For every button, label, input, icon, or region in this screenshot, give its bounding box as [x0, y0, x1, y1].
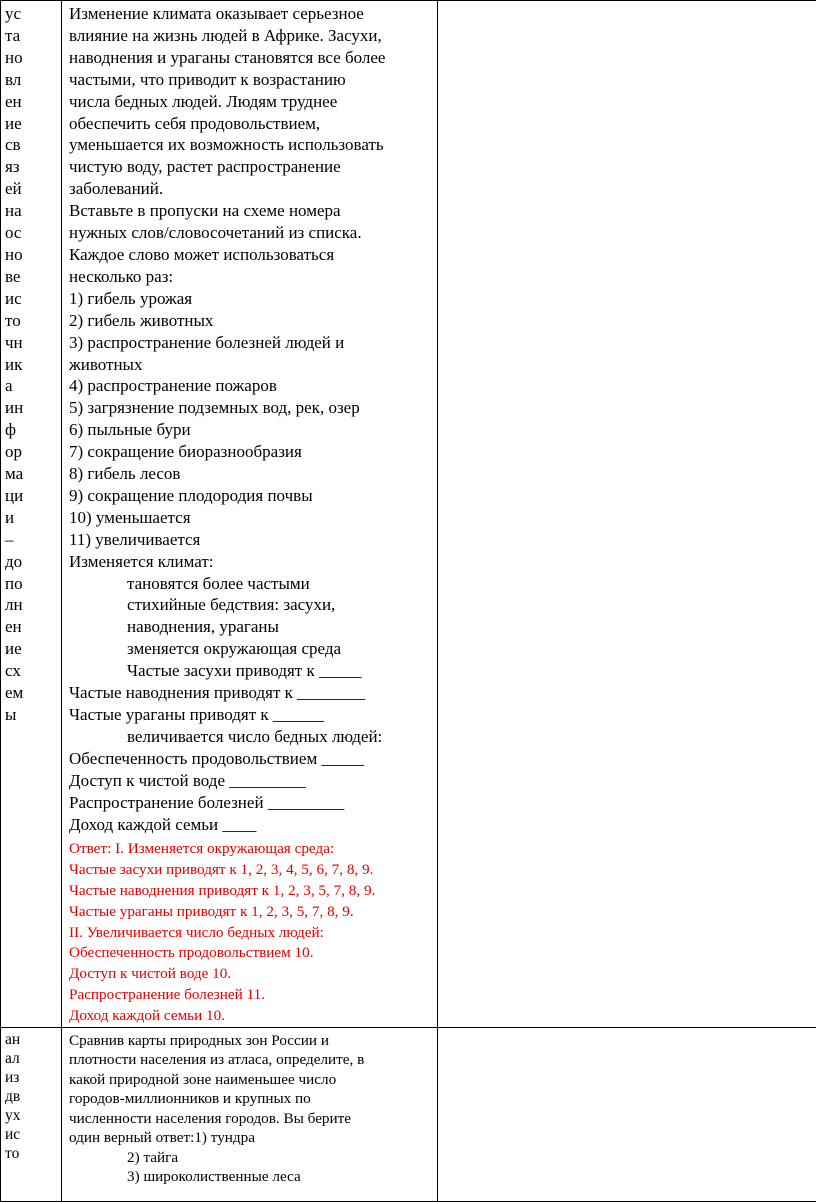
answer-line: Частые засухи приводят к 1, 2, 3, 4, 5, 6, 7, 8, 9.	[69, 860, 431, 881]
skill-fragment: вл	[5, 69, 61, 91]
empty-cell	[438, 1027, 816, 1201]
skill-fragment: –	[5, 529, 61, 551]
scheme-line: стихийные бедствия: засухи,	[69, 594, 431, 616]
skill-fragment: ал	[5, 1049, 61, 1068]
intro-line: наводнения и ураганы становятся все более	[69, 47, 431, 69]
table-row	[1, 1027, 816, 1201]
task-line: городов-миллионников и крупных по	[69, 1089, 431, 1109]
intro-line: заболеваний.	[69, 178, 431, 200]
skill-fragment: ци	[5, 485, 61, 507]
task-line: плотности населения из атласа, определите, в	[69, 1050, 431, 1070]
skill-fragment: но	[5, 244, 61, 266]
climate-scheme	[69, 551, 431, 836]
skill-fragment: ен	[5, 616, 61, 638]
answer-line: Частые наводнения приводят к 1, 2, 3, 5, 7, 8, 9.	[69, 881, 431, 902]
intro-line: чистую воду, растет распространение	[69, 156, 431, 178]
task-line: какой природной зоне наименьшее число	[69, 1070, 431, 1090]
skill-fragment: ие	[5, 113, 61, 135]
skill-fragment: ве	[5, 266, 61, 288]
task-line: 2) тайга	[69, 1148, 431, 1168]
option-item: 3) распространение болезней людей и	[69, 332, 431, 354]
skill-fragment: лн	[5, 594, 61, 616]
task-line: несколько раз:	[69, 266, 431, 288]
answer-line: Частые ураганы приводят к 1, 2, 3, 5, 7, 8, 9.	[69, 902, 431, 923]
answer-line: Доступ к чистой воде 10.	[69, 964, 431, 985]
intro-line: числа бедных людей. Людям труднее	[69, 91, 431, 113]
scheme-line: Доход каждой семьи ____	[69, 814, 431, 836]
skill-fragment: ух	[5, 1106, 61, 1125]
option-item: 7) сокращение биоразнообразия	[69, 441, 431, 463]
task-line: Сравнив карты природных зон России и	[69, 1031, 431, 1051]
task-line: Вставьте в пропуски на схеме номера	[69, 200, 431, 222]
intro-line: частыми, что приводит к возрастанию	[69, 69, 431, 91]
option-item: 8) гибель лесов	[69, 463, 431, 485]
option-item: 4) распространение пожаров	[69, 375, 431, 397]
skill-fragment: яз	[5, 156, 61, 178]
option-item: 11) увеличивается	[69, 529, 431, 551]
scheme-line: Изменяется климат:	[69, 551, 431, 573]
task-line: один верный ответ:1) тундра	[69, 1128, 431, 1148]
skill-fragment: ем	[5, 682, 61, 704]
skill-fragment: ы	[5, 704, 61, 726]
intro-line: обеспечить себя продовольствием,	[69, 113, 431, 135]
answer-line: II. Увеличивается число бедных людей:	[69, 923, 431, 944]
skill-label	[5, 1030, 61, 1163]
scheme-line: Частые ураганы приводят к ______	[69, 704, 431, 726]
options-list	[69, 288, 431, 551]
answer-line: Обеспеченность продовольствием 10.	[69, 943, 431, 964]
skill-fragment: до	[5, 551, 61, 573]
skill-fragment: чн	[5, 332, 61, 354]
scheme-line: наводнения, ураганы	[69, 616, 431, 638]
scheme-line: зменяется окружающая среда	[69, 638, 431, 660]
skill-fragment: ис	[5, 1125, 61, 1144]
skill-fragment: из	[5, 1068, 61, 1087]
scheme-line: величивается число бедных людей:	[69, 726, 431, 748]
scheme-line: Распространение болезней _________	[69, 792, 431, 814]
skill-fragment: св	[5, 134, 61, 156]
table-row	[1, 1, 816, 1028]
option-item: 5) загрязнение подземных вод, рек, озер	[69, 397, 431, 419]
skill-fragment: дв	[5, 1087, 61, 1106]
intro-line: уменьшается их возможность использовать	[69, 134, 431, 156]
skill-fragment: по	[5, 573, 61, 595]
skill-fragment: ор	[5, 441, 61, 463]
task-cell	[62, 1, 438, 1028]
option-item: 6) пыльные бури	[69, 419, 431, 441]
option-item: животных	[69, 354, 431, 376]
intro-text	[69, 3, 431, 200]
scheme-line: Частые наводнения приводят к ________	[69, 682, 431, 704]
skill-fragment: то	[5, 310, 61, 332]
skill-fragment: ан	[5, 1030, 61, 1049]
skill-fragment: ос	[5, 222, 61, 244]
task-cell	[62, 1027, 438, 1201]
skill-label	[5, 3, 61, 726]
scheme-line: Обеспеченность продовольствием _____	[69, 748, 431, 770]
skill-fragment: ей	[5, 178, 61, 200]
skill-cell	[1, 1027, 62, 1201]
skill-fragment: сх	[5, 660, 61, 682]
task-line: численности населения городов. Вы берите	[69, 1109, 431, 1129]
option-item: 1) гибель урожая	[69, 288, 431, 310]
task-instructions	[69, 200, 431, 288]
answer-block	[69, 839, 431, 1026]
skill-fragment: на	[5, 200, 61, 222]
answer-line: Распространение болезней 11.	[69, 985, 431, 1006]
skill-fragment: а	[5, 375, 61, 397]
task-line: 3) широколиственные леса	[69, 1167, 431, 1187]
intro-line: Изменение климата оказывает серьезное	[69, 3, 431, 25]
answer-line: Доход каждой семьи 10.	[69, 1006, 431, 1027]
option-item: 2) гибель животных	[69, 310, 431, 332]
skill-fragment: то	[5, 1144, 61, 1163]
skill-fragment: ик	[5, 354, 61, 376]
answer-line: Ответ: I. Изменяется окружающая среда:	[69, 839, 431, 860]
skill-fragment: та	[5, 25, 61, 47]
intro-line: влияние на жизнь людей в Африке. Засухи,	[69, 25, 431, 47]
scheme-line: тановятся более частыми	[69, 573, 431, 595]
task-text	[69, 1031, 431, 1187]
skill-fragment: ен	[5, 91, 61, 113]
skill-fragment: но	[5, 47, 61, 69]
skill-fragment: ус	[5, 3, 61, 25]
skill-fragment: ис	[5, 288, 61, 310]
scheme-line: Доступ к чистой воде _________	[69, 770, 431, 792]
skill-fragment: ма	[5, 463, 61, 485]
scheme-line: Частые засухи приводят к _____	[69, 660, 431, 682]
option-item: 10) уменьшается	[69, 507, 431, 529]
skill-cell	[1, 1, 62, 1028]
task-line: Каждое слово может использоваться	[69, 244, 431, 266]
option-item: 9) сокращение плодородия почвы	[69, 485, 431, 507]
skill-fragment: ие	[5, 638, 61, 660]
empty-cell	[438, 1, 816, 1028]
skill-fragment: ф	[5, 419, 61, 441]
skill-fragment: ин	[5, 397, 61, 419]
task-line: нужных слов/словосочетаний из списка.	[69, 222, 431, 244]
skill-fragment: и	[5, 507, 61, 529]
